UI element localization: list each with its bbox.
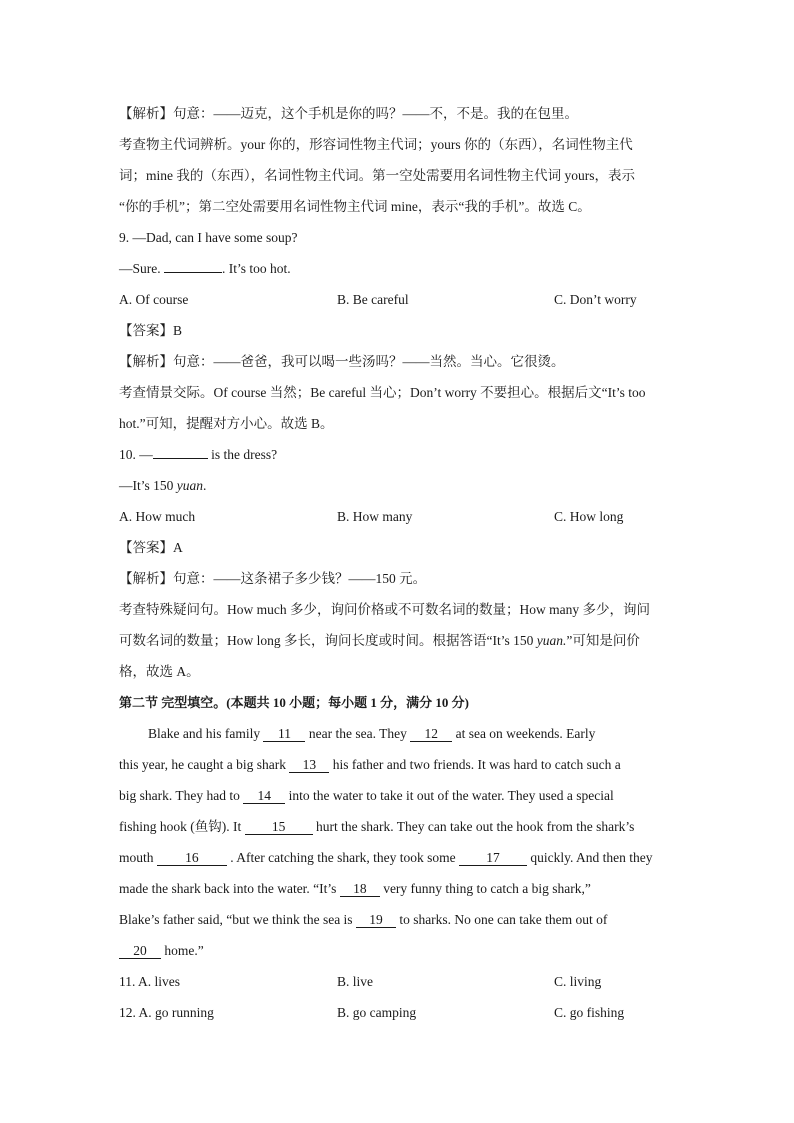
blank-20: 20 [119,943,161,959]
q10-reply-end: . [203,478,207,493]
q10-analysis-3-yuan: yuan. [536,633,567,648]
passage-7a: Blake’s father said, “but we think the sea is [119,912,356,927]
passage-4b: hurt the shark. They can take out the hook from the shark’s [312,819,635,834]
q9-answer: 【答案】B [119,323,183,338]
q9-option-c: C. Don’t worry [554,292,637,307]
blank-16: 16 [157,850,227,866]
passage-1b: near the sea. They [305,726,411,741]
q12-option-c: C. go fishing [554,1005,625,1020]
q10-answer: 【答案】A [119,540,183,555]
passage-4a: fishing hook (鱼钩). It [119,819,245,834]
passage-3b: into the water to take it out of the water. They used a special [285,788,614,803]
q10-analysis-line-3 [119,625,679,656]
q12-options [119,997,679,1028]
q10-reply-start: —It’s 150 [119,478,177,493]
passage-5c: quickly. And then they [526,850,653,865]
q11-option-b: B. live [337,974,373,989]
document-page [119,98,679,1028]
q9-reply [119,253,679,284]
passage-line-3 [119,780,679,811]
q10-analysis-line-1: 【解析】句意：——这条裙子多少钱？——150 元。 [119,571,427,586]
passage-line-7 [119,904,679,935]
q10-question [119,439,679,470]
passage-6b: very funny thing to catch a big shark,” [379,881,591,896]
q9-option-b: B. Be careful [337,292,409,307]
blank-14: 14 [243,788,285,804]
passage-line-4 [119,811,679,842]
q8-analysis-line-2: 考查物主代词辨析。your 你的，形容词性物主代词；yours 你的（东西），名词性物主代 [119,137,633,152]
blank-11: 11 [263,726,305,742]
q10-option-b: B. How many [337,509,413,524]
q9-question: 9. —Dad, can I have some soup? [119,230,298,245]
q8-analysis-line-1: 【解析】句意：——迈克，这个手机是你的吗？——不，不是。我的在包里。 [119,106,578,121]
q11-options [119,966,679,997]
q10-blank [153,442,208,459]
passage-line-6 [119,873,679,904]
passage-5b: . After catching the shark, they took some [226,850,459,865]
passage-5a: mouth [119,850,157,865]
q10-analysis-3-end: ”可知是问价 [566,633,640,648]
q9-analysis-line-2: 考查情景交际。Of course 当然；Be careful 当心；Don’t worry 不要担心。根据后文“It’s too [119,385,646,400]
q11-option-a: 11. A. lives [119,974,181,989]
q9-reply-end: . It’s too hot. [222,261,291,276]
q10-analysis-line-2: 考查特殊疑问句。How much 多少，询问价格或不可数名词的数量；How many 多少，询问 [119,602,650,617]
blank-19: 19 [356,912,396,928]
passage-6a: made the shark back into the water. “It’s [119,881,340,896]
passage-1c: at sea on weekends. Early [452,726,596,741]
q10-reply-yuan: yuan [176,478,204,493]
q10-analysis-3-start: 可数名词的数量；How long 多长，询问长度或时间。根据答语“It’s 150 [119,633,537,648]
blank-13: 13 [289,757,329,773]
passage-line-1 [119,718,679,749]
q10-option-a: A. How much [119,509,196,524]
q10-options [119,501,679,532]
blank-15: 15 [245,819,313,835]
q9-analysis-line-3: hot.”可知，提醒对方小心。故选 B。 [119,416,334,431]
passage-line-8 [119,935,679,966]
passage-1a: Blake and his family [148,726,264,741]
q11-option-c: C. living [554,974,602,989]
q12-option-a: 12. A. go running [119,1005,214,1020]
q9-reply-start: —Sure. [119,261,164,276]
passage-line-2 [119,749,679,780]
passage-3a: big shark. They had to [119,788,244,803]
q10-question-start: 10. — [119,447,153,462]
passage-2b: his father and two friends. It was hard to catch such a [329,757,621,772]
passage-7b: to sharks. No one can take them out of [395,912,608,927]
blank-12: 12 [410,726,452,742]
passage-8b: home.” [161,943,204,958]
q8-analysis-line-3: 词；mine 我的（东西），名词性物主代词。第一空处需要用名词性物主代词 yours，表示 [119,168,635,183]
q9-blank [164,256,222,273]
blank-17: 17 [459,850,527,866]
q9-analysis-line-1: 【解析】句意：——爸爸，我可以喝一些汤吗？——当然。当心。它很烫。 [119,354,565,369]
q10-option-c: C. How long [554,509,624,524]
q9-option-a: A. Of course [119,292,189,307]
q9-options [119,284,679,315]
q12-option-b: B. go camping [337,1005,417,1020]
q10-question-end: is the dress? [207,447,278,462]
blank-18: 18 [340,881,380,897]
q8-analysis-line-4: “你的手机”；第二空处需要用名词性物主代词 mine，表示“我的手机”。故选 C。 [119,199,591,214]
q10-reply [119,470,679,501]
q10-analysis-line-4: 格，故选 A。 [119,664,200,679]
passage-line-5 [119,842,679,873]
passage-2a: this year, he caught a big shark [119,757,290,772]
section-title: 第二节 完型填空。(本题共 10 小题；每小题 1 分，满分 10 分) [119,695,469,710]
